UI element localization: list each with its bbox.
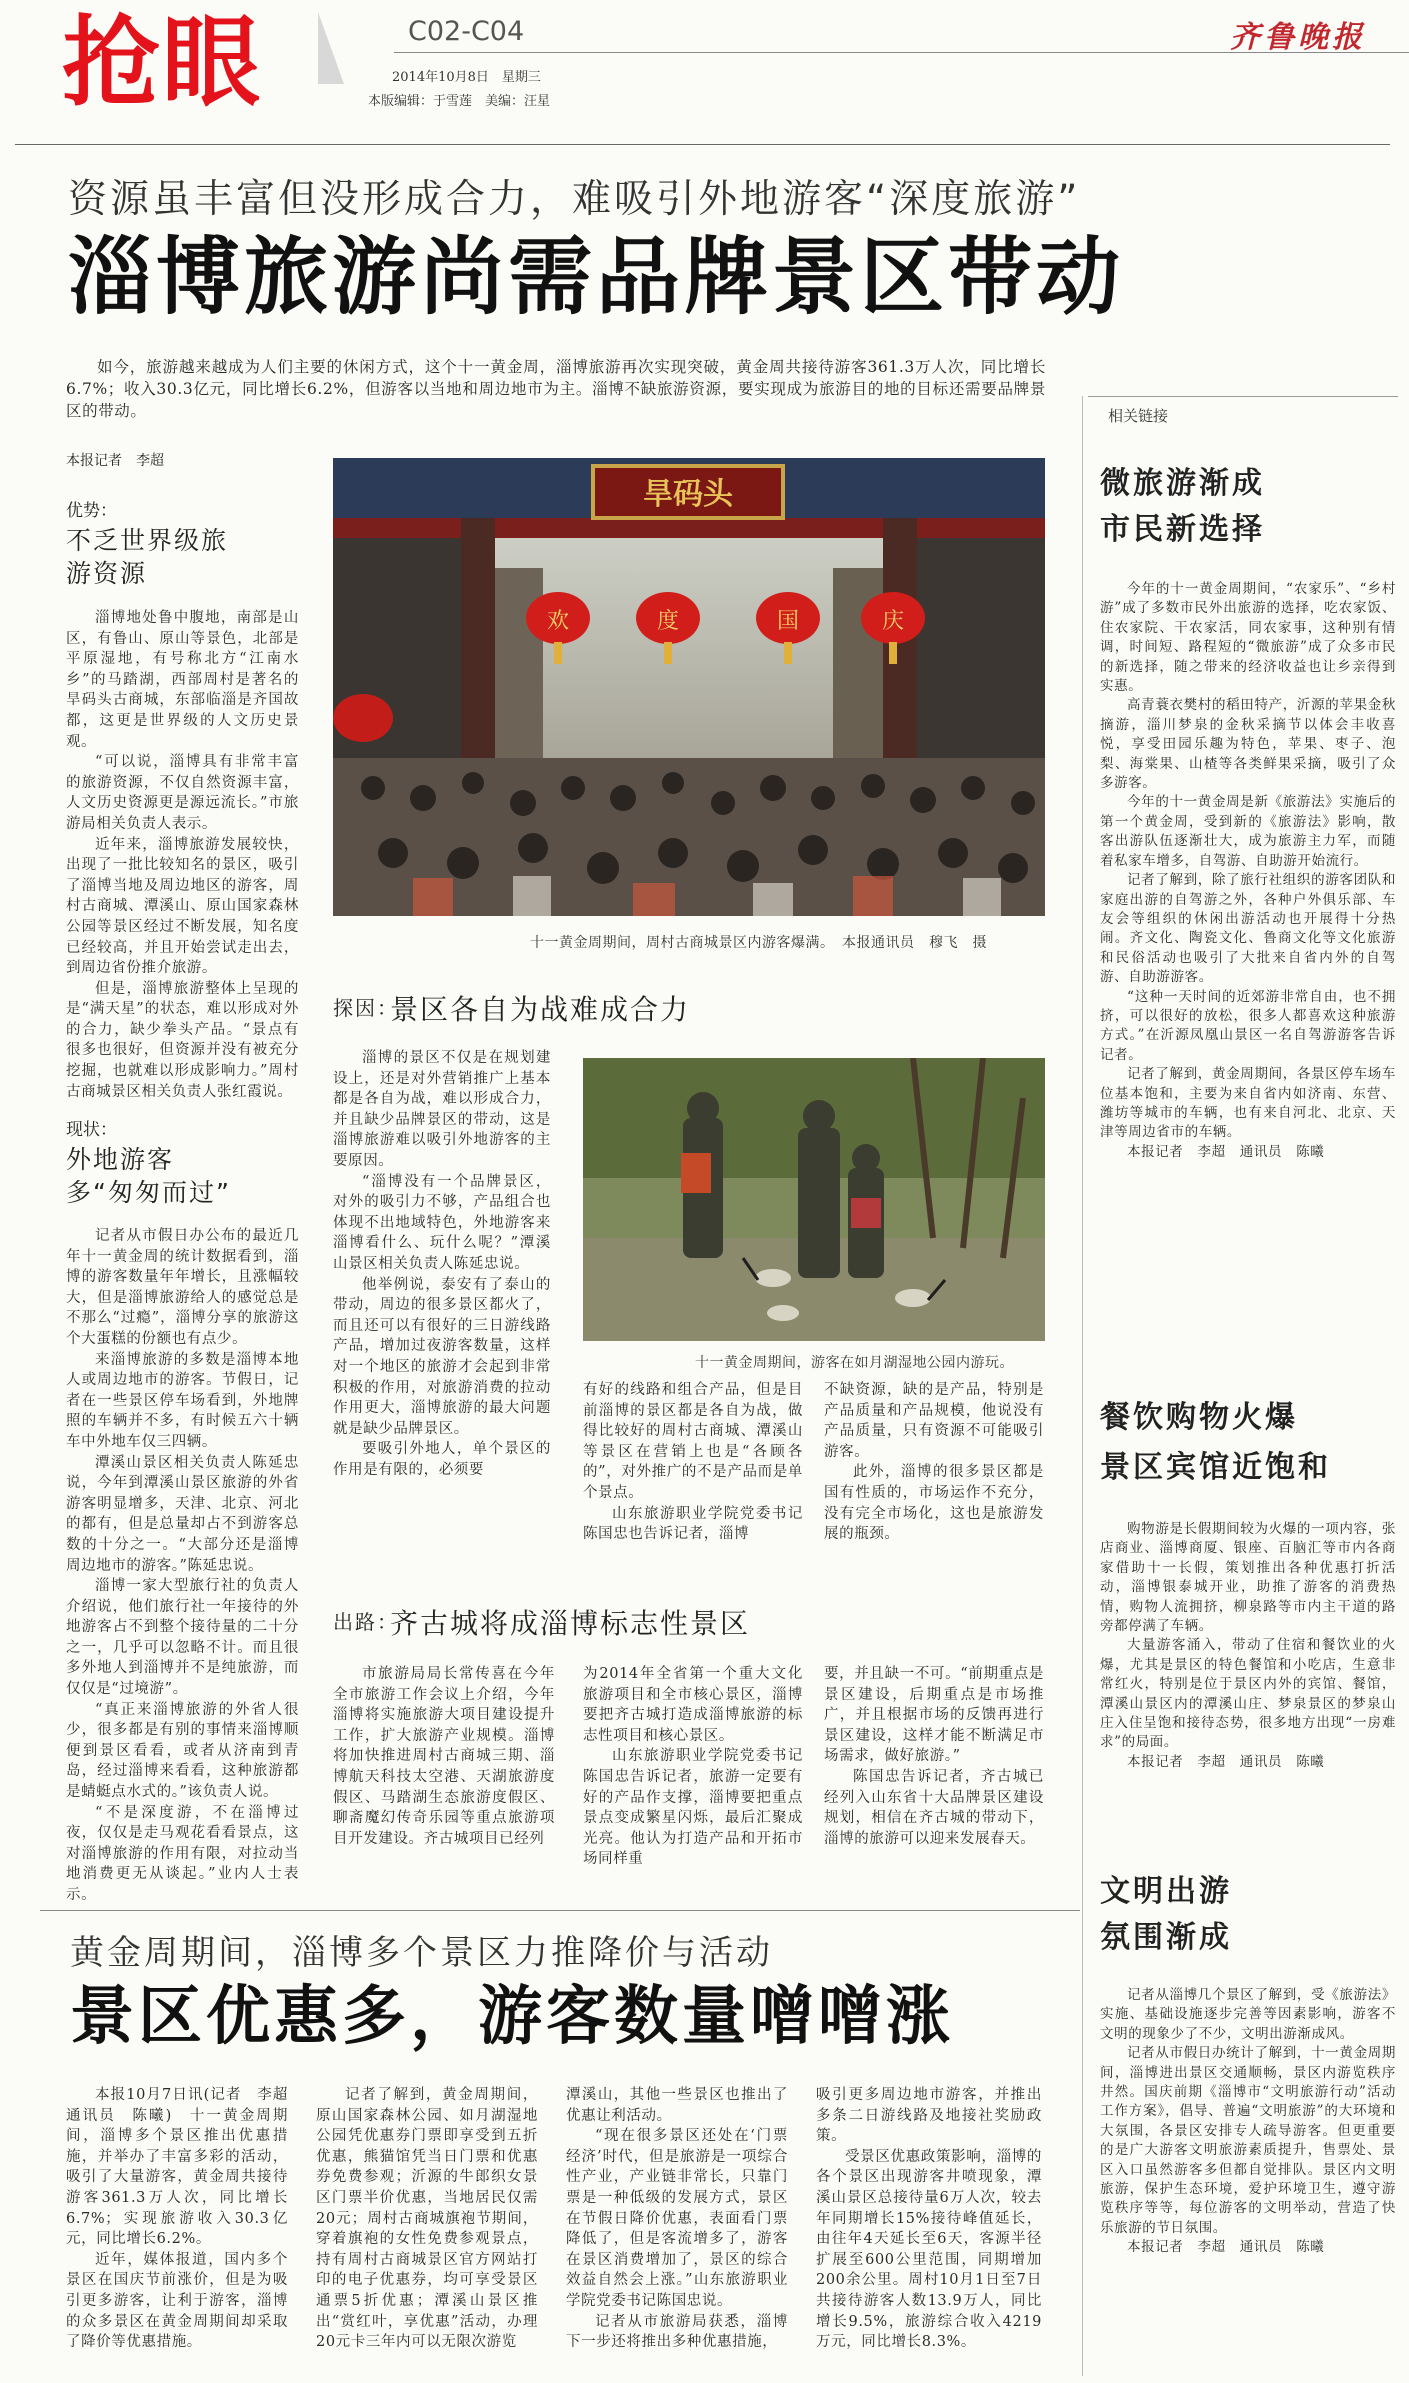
status-paragraph: 来淄博旅游的多数是淄博本地人或周边地市的游客。节假日，记者在一些景区停车场看到，外地牌照的车辆并不多，有时候五六十辆车中外地车仅三四辆。 (66, 1351, 299, 1450)
main-headline: 淄博旅游尚需品牌景区带动 (68, 228, 1125, 326)
advantage-label: 优势： (66, 501, 117, 521)
second-story-rule (40, 1910, 1080, 1911)
explore-title: 景区各自为战难成合力 (390, 993, 691, 1026)
sidebar-paragraph: 今年的十一黄金周期间，“农家乐”、“乡村游”成了多数市民外出旅游的选择，吃农家饭、住农家院、干农家活，同农家事，这种别有情调，时间短、路程短的“微旅游”成了众多市民的新选择，随之带来的经济收益也让乡亲得到实惠。 (1100, 581, 1396, 695)
sidebar-story1-body (1100, 580, 1396, 1162)
related-links-label: 相关链接 (1108, 407, 1169, 425)
sidebar-story3-title-b: 氛围渐成 (1100, 1920, 1232, 1955)
status-title: 外地游客多“匆匆而过” (66, 1145, 231, 1207)
sidebar-paragraph: 记者了解到，除了旅行社组织的游客团队和家庭出游的自驾游之外，各种户外俱乐部、车友会等组织的休闲出游活动也开展得十分热闹。齐文化、陶瓷文化、鲁商文化等文化旅游和民俗活动也吸引了大批来自省内外的自驾游、自助游游客。 (1100, 872, 1396, 986)
sidebar-paragraph: 购物游是长假期间较为火爆的一项内容，张店商业、淄博商厦、银座、百脑汇等市内各商家借助十一长假，策划推出各种优惠打折活动，淄博银泰城开业，助推了游客的消费热情，购物人流拥挤，柳泉路等市内主干道的路旁都停满了车辆。 (1100, 1521, 1396, 1635)
sidebar-story1-title-b: 市民新选择 (1100, 512, 1265, 547)
sidebar-byline: 本报记者 李超 通讯员 陈曦 (1127, 1143, 1325, 1160)
sidebar-paragraph: 高青蓑衣樊村的稻田特产，沂源的苹果金秋摘游，淄川梦泉的金秋采摘节以体会丰收喜悦，享受田园乐趣为特色，苹果、枣子、泡梨、海棠果、山楂等各类鲜果采摘，吸引了众多游客。 (1100, 697, 1396, 792)
second-paragraph: 记者从市旅游局获悉，淄博下一步还将推出多种优惠措施， (566, 2313, 788, 2351)
status-paragraph: “不是深度游，不在淄博过夜，仅仅是走马观花看看景点，这对淄博旅游的作用有限，对拉动当地消费更无从谈起。”业内人士表示。 (66, 1804, 299, 1903)
advantage-paragraph: 但是，淄博旅游整体上呈现的是“满天星”的状态，难以形成对外的合力，缺少拳头产品。“景点有很多也很好，但资源并没有被充分挖掘，也就难以形成影响力。”周村古商城景区相关负责人张红霞说。 (66, 980, 299, 1100)
newspaper-brand: 齐鲁晚报 (1230, 20, 1366, 55)
explore-paragraph: 山东旅游职业学院党委书记陈国忠也告诉记者，淄博 (583, 1505, 803, 1543)
sidebar-story2-title-a: 餐饮购物火爆 (1100, 1400, 1298, 1435)
sidebar-paragraph: 记者从淄博几个景区了解到，受《旅游法》实施、基础设施逐步完善等因素影响，游客不文明的现象少了不少，文明出游渐成风。 (1100, 1987, 1396, 2042)
sidebar-paragraph: “这种一天时间的近郊游非常自由，也不拥挤，可以很好的放松，很多人都喜欢这种旅游方式。”在沂源凤凰山景区一名自驾游游客告诉记者。 (1100, 988, 1396, 1063)
photo-wetland-svg (583, 1058, 1045, 1341)
sidebar-byline: 本报记者 李超 通讯员 陈曦 (1127, 1753, 1325, 1770)
outlook-col1 (333, 1664, 555, 1849)
sidebar-story2-title-b: 景区宾馆近饱和 (1100, 1450, 1331, 1485)
explore-col3 (824, 1380, 1044, 1545)
second-paragraph: 潭溪山，其他一些景区也推出了优惠让利活动。 (566, 2087, 788, 2124)
explore-paragraph: 有好的线路和组合产品，但是目前淄博的景区都是各自为战，做得比较好的周村古商城、潭溪山等景区在营销上也是“各顾各的”，对外推广的不是产品而是单个景点。 (583, 1382, 803, 1501)
sidebar-story3-title-a: 文明出游 (1100, 1874, 1232, 1909)
outlook-paragraph: 山东旅游职业学院党委书记陈国忠告诉记者，旅游一定要有好的产品作支撑，淄博要把重点景点变成繁星闪烁，最后汇聚成光亮。他认为打造产品和开拓市场同样重 (583, 1748, 803, 1868)
lantern-char: 国 (776, 609, 800, 634)
second-paragraph: 近年，媒体报道，国内多个景区在国庆节前涨价，但是为吸引更多游客，让利于游客，淄博的众多景区在黄金周期间却采取了降价等优惠措施。 (66, 2251, 288, 2351)
second-col4 (816, 2085, 1042, 2353)
explore-paragraph: 要吸引外地人，单个景区的作用是有限的，必须要 (333, 1441, 551, 1478)
sidebar-rule (1088, 396, 1398, 397)
second-paragraph: 本报10月7日讯(记者 李超 通讯员 陈曦) 十一黄金周期间，淄博多个景区推出优惠措施，并举办了丰富多彩的活动，吸引了大量游客，黄金周共接待游客361.3万人次，同比增长6.7%；实现旅游收入30.3亿元，同比增长6.2%。 (66, 2087, 304, 2248)
outlook-label: 出路： (333, 1610, 399, 1634)
sidebar-paragraph: 大量游客涌入，带动了住宿和餐饮业的火爆，尤其是景区的特色餐馆和小吃店，生意非常红火，特别是位于景区内外的宾馆、餐馆，潭溪山景区内的潭溪山庄、梦泉景区的梦泉山庄入住呈饱和接待态势，很多地方出现“一房难求”的局面。 (1100, 1637, 1396, 1751)
lantern-char: 庆 (881, 609, 905, 634)
second-col1 (66, 2085, 304, 2353)
status-body (66, 1226, 299, 1906)
photo-ancient-town-crowd (333, 458, 1045, 916)
second-col3 (566, 2085, 788, 2353)
outlook-paragraph: 市旅游局局长常传喜在今年全市旅游工作会议上介绍，今年淄博将实施旅游大项目建设提升工作，扩大旅游产业规模。淄博将加快推进周村古商城三期、淄博航天科技太空港、天湖旅游度假区、马踏湖生态旅游度假区、聊斋魔幻传奇乐园等重点旅游项目开发建设。齐古城项目已经列 (333, 1666, 555, 1847)
explore-label: 探因： (333, 996, 399, 1020)
advantage-title: 不乏世界级旅游资源 (66, 526, 229, 588)
sidebar-story2-body (1100, 1520, 1396, 1772)
explore-paragraph: 他举例说，泰安有了泰山的带动，周边的很多景区都火了，而且还可以有很好的三日游线路产品，增加过夜游客数量，这样对一个地区的旅游才会起到非常积极的作用，对旅游消费的拉动作用更大，淄博旅游的最大问题就是缺少品牌景区。 (333, 1276, 551, 1437)
lead-paragraph (66, 356, 1046, 422)
second-headline: 景区优惠多，游客数量噌噌涨 (70, 1980, 954, 2054)
status-paragraph: 淄博一家大型旅行社的负责人介绍说，他们旅行社一年接待的外地游客占不到整个接待量的二十分之一，几乎可以忽略不计。而且很多外地人到淄博并不是纯旅游，而仅仅是“过境游”。 (66, 1578, 299, 1698)
outlook-paragraph: 要，并且缺一不可。“前期重点是景区建设，后期重点是市场推广，并且根据市场的反馈再进行景区建设，这样才能不断满足市场需求，做好旅游。” (824, 1666, 1044, 1765)
status-paragraph: 记者从市假日办公布的最近几年十一黄金周的统计数据看到，淄博的游客数量年年增长，且涨幅较大，但是淄博旅游给人的感觉总是不那么“过瘾”，淄博分享的旅游这个大蛋糕的份额也有点少。 (66, 1228, 299, 1347)
advantage-body (66, 608, 299, 1102)
explore-col2 (583, 1380, 803, 1545)
main-kicker: 资源虽丰富但没形成合力，难吸引外地游客“深度旅游” (68, 177, 1081, 222)
lantern-char: 欢 (546, 609, 570, 634)
advantage-paragraph: 近年来，淄博旅游发展较快，出现了一批比较知名的景区，吸引了淄博当地及周边地区的游客，周村古商城、潭溪山、原山国家森林公园等景区经过不断发展，知名度已经较高，并且开始尝试走出去，到周边省份推介旅游。 (66, 836, 299, 977)
advantage-paragraph: 淄博地处鲁中腹地，南部是山区，有鲁山、原山等景色，北部是平原湿地，有号称北方“江南水乡”的马踏湖，西部周村是著名的旱码头古商城，东部临淄是齐国故都，这更是世界级的人文历史景观。 (66, 610, 299, 750)
photo1-caption: 十一黄金周期间，周村古商城景区内游客爆满。 本报通讯员 穆飞 摄 (530, 935, 987, 951)
explore-paragraph: 此外，淄博的很多景区都是国有性质的，市场运作不充分，没有完全市场化，这也是旅游发展的瓶颈。 (824, 1464, 1044, 1543)
sidebar-divider (1082, 396, 1083, 2376)
second-paragraph: 受景区优惠政策影响，淄博的各个景区出现游客井喷现象，潭溪山景区总接待量6万人次，较去年同期增长15%接待峰值延长，由往年4天延长至6天，客源半径扩展至600公里范围，同期增加200余公里。周村10月1日至7日共接待游客人数13.9万人，同比增长9.5%，旅游综合收入4219万元，同比增长8.3%。 (816, 2148, 1042, 2351)
photo-ancient-town-svg (333, 458, 1045, 916)
sidebar-paragraph: 记者了解到，黄金周期间，各景区停车场车位基本饱和，主要为来自省内如济南、东营、潍坊等城市的车辆，也有来自河北、北京、天津等周边省市的车辆。 (1100, 1066, 1396, 1141)
outlook-paragraph: 为2014年全省第一个重大文化旅游项目和全市核心景区，淄博要把齐古城打造成淄博旅游的标志性项目和核心景区。 (583, 1666, 803, 1744)
header-divider-triangle (318, 12, 344, 84)
photo2-caption: 十一黄金周期间，游客在如月湖湿地公园内游玩。 (695, 1355, 1014, 1371)
second-kicker: 黄金周期间，淄博多个景区力推降价与活动 (70, 1933, 773, 1973)
outlook-title: 齐古城将成淄博标志性景区 (390, 1607, 751, 1640)
explore-paragraph: “淄博没有一个品牌景区，对外的吸引力不够，产品组合也体现不出地域特色，外地游客来淄博看什么、玩什么呢？”潭溪山景区相关负责人陈延忠说。 (333, 1173, 551, 1272)
page-code: C02-C04 (408, 16, 525, 47)
issue-date: 2014年10月8日 星期三 (392, 70, 541, 85)
second-paragraph: “现在很多景区还处在‘门票经济’时代，但是旅游是一项综合性产业，产业链非常长，只靠门票是一种低级的发展方式，景区在节假日降价优惠，表面看门票降低了，但是客流增多了，游客在景区消费增加了，景区的综合效益自然会上涨。”山东旅游职业学院党委书记陈国忠说。 (566, 2128, 788, 2309)
second-paragraph: 吸引更多周边地市游客，并推出多条二日游线路及地接社奖励政策。 (816, 2087, 1042, 2145)
photo-wetland-park (583, 1058, 1045, 1341)
explore-paragraph: 不缺资源，缺的是产品，特别是产品质量和产品规模，他说没有产品质量，只有资源不可能吸引游客。 (824, 1382, 1044, 1460)
lead-text: 如今，旅游越来越成为人们主要的休闲方式，这个十一黄金周，淄博旅游再次实现突破，黄金周共接待游客361.3万人次，同比增长6.7%；收入30.3亿元，同比增长6.2%，但游客以当地和周边地市为主。淄博不缺旅游资源，要实现成为旅游目的地的目标还需要品牌景区的带动。 (66, 358, 1046, 420)
sidebar-byline: 本报记者 李超 通讯员 陈曦 (1127, 2239, 1325, 2256)
sidebar-story3-body (1100, 1986, 1396, 2258)
explore-col1 (333, 1048, 551, 1480)
section-logo: 抢眼 (62, 6, 263, 120)
lantern-char: 度 (656, 609, 680, 634)
plaque-text: 旱码头 (643, 477, 733, 512)
sidebar-story1-title-a: 微旅游渐成 (1100, 466, 1265, 501)
status-paragraph: 潭溪山景区相关负责人陈延忠说，今年到潭溪山景区旅游的外省游客明显增多，天津、北京、河北的都有，但是总量却占不到游客总数的十分之一。“大部分还是淄博周边地市的游客。”陈延忠说。 (66, 1454, 299, 1574)
outlook-col3 (824, 1664, 1044, 1849)
sidebar-paragraph: 记者从市假日办统计了解到，十一黄金周期间，淄博进出景区交通顺畅，景区内游览秩序井然。国庆前期《淄博市“文明旅游行动”活动工作方案》，倡导、普遍“文明旅游”的大环境和大氛围，各景区安排专人疏导游客。但更重要的是广大游客文明旅游素质提升，售票处、景区入口虽然游客多但都自觉排队。景区内文明旅游，保护生态环境，爱护环境卫生，遵守游览秩序等等，每位游客的文明举动，营造了快乐旅游的节日氛围。 (1100, 2045, 1396, 2236)
advantage-paragraph: “可以说，淄博具有非常丰富的旅游资源，不仅自然资源丰富，人文历史资源更是源远流长。”市旅游局相关负责人表示。 (66, 754, 299, 832)
main-byline: 本报记者 李超 (66, 453, 164, 469)
status-paragraph: “真正来淄博旅游的外省人很少，很多都是有别的事情来淄博顺便到景区看看，或者从济南到青岛，经过淄博来看看，这种旅游都是蜻蜓点水式的。”该负责人说。 (66, 1701, 299, 1801)
outlook-paragraph: 陈国忠告诉记者，齐古城已经列入山东省十大品牌景区建设规划，相信在齐古城的带动下，淄博的旅游可以迎来发展春天。 (824, 1768, 1044, 1847)
outlook-col2 (583, 1664, 803, 1870)
sidebar-paragraph: 今年的十一黄金周是新《旅游法》实施后的第一个黄金周，受到新的《旅游法》影响，散客出游队伍逐渐壮大，成为旅游主力军，而随着私家车增多，自驾游、自助游开始流行。 (1100, 794, 1396, 869)
second-paragraph: 记者了解到，黄金周期间，原山国家森林公园、如月湖湿地公园凭优惠券门票即享受到五折优惠，熊猫馆凭当日门票和优惠券免费参观；沂源的牛郎织女景区门票半价优惠，当地居民仅需20元；周村古商城旗袍节期间，穿着旗袍的女性免费参观景点，持有周村古商城景区官方网站打印的电子优惠券，均可享受景区通票5折优惠；潭溪山景区推出“赏红叶，享优惠”活动，办理20元卡三年内可以无限次游览 (316, 2087, 538, 2351)
status-label: 现状： (66, 1120, 117, 1140)
explore-paragraph: 淄博的景区不仅是在规划建设上，还是对外营销推广上基本都是各自为战，难以形成合力，并且缺少品牌景区的带动，这是淄博旅游难以吸引外地游客的主要原因。 (333, 1050, 551, 1169)
second-col2 (316, 2085, 538, 2353)
editor-credits: 本版编辑：于雪莲 美编：汪星 (368, 94, 551, 109)
header-rule (15, 144, 1390, 145)
